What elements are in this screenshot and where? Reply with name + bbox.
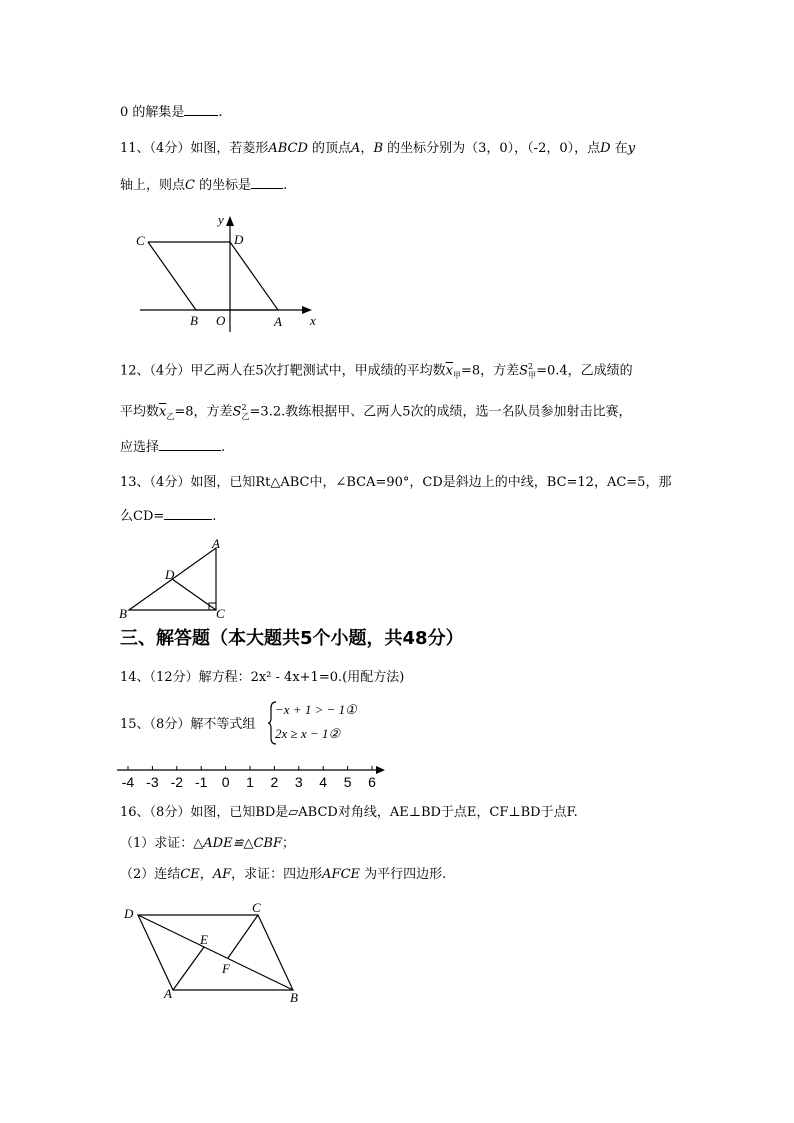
label-B: B [290,990,298,1005]
label-D: D [165,567,175,582]
q12-s-yi: S [232,404,242,420]
number-line-label: -2 [170,774,184,790]
q11-end: . [283,178,288,193]
q11-text1: 11、（4分）如图，若菱形 [120,141,269,156]
label-E: E [200,932,208,947]
q13-end: . [212,509,217,524]
number-line-label: 2 [270,774,279,790]
q11-b: B [373,141,383,156]
q12-eq8a: =8，方差 [460,363,520,379]
q12-end: . [221,440,226,455]
label-C: C [136,233,145,248]
q12-xbar-yi: $\overline{x}$ [159,404,167,420]
number-line-label: -1 [194,774,208,790]
label-F: F [222,961,230,976]
parallelogram-figure [118,898,318,1008]
number-line-label: 1 [246,774,254,790]
q16-comma: ， [199,867,213,882]
q10-text: 0 的解集是 [120,105,185,120]
right-triangle-figure [115,536,235,622]
q16-text1: 16、（8分）如图，已知BD是▱ABCD对角线，AE⊥BD于点E，CF⊥BD于点F. [120,805,578,820]
q11-line2 [120,176,287,195]
answer-blank-10[interactable] [184,103,218,116]
label-B: B [190,313,198,328]
label-O: O [216,313,226,328]
q16-part1 [120,835,295,853]
q12-eq04: =0.4，乙成绩的 [536,363,633,379]
q12-text3: 应选择 [120,440,160,455]
q11-comma: ， [360,141,374,156]
number-line-label: 0 [221,774,230,790]
inequality-1: −x + 1 > − 1① [275,702,357,717]
label-D: D [124,906,134,921]
q11-coords: 的坐标分别为（3，0），（-2，0），点 [383,141,601,156]
q12-text1: 12、（4分）甲乙两人在5次打靶测试中，甲成绩的平均数 [120,363,446,379]
section-heading: 三、解答题（本大题共5个小题，共48分） [120,628,464,649]
q11-line1 [120,140,635,158]
q11-text4: 的坐标是 [194,178,252,193]
q11-text2: 的顶点 [307,141,352,156]
q10-end: . [218,105,223,120]
q11-zai: 在 [610,141,628,156]
q11-c: C [185,178,195,193]
q16-text3: 为平行四边形. [360,867,447,882]
label-A: A [212,536,220,551]
q12-s-jia: S [519,363,529,379]
label-x: x [310,313,316,328]
label-C: C [252,900,261,915]
number-line-label: 6 [368,774,376,790]
q13-text2: 么CD= [120,509,165,524]
inequality-2: 2x ≥ x − 1② [275,726,341,741]
q16-p1-end: ； [282,836,296,851]
q12-sub-yi2: 乙 [241,411,250,421]
q12-line2 [120,399,632,426]
label-D: D [234,232,244,247]
q16-af: AF [212,867,232,882]
q14-text: 14、（12分）解方程：2x² - 4x+1=0.(用配方法) [120,670,405,685]
q16-part2 [120,866,446,884]
q12-sub-yi: 乙 [166,411,175,421]
q12-xbar-jia: $\overline{x}$ [445,363,453,379]
q13-line2 [120,507,216,526]
label-A: A [274,314,282,329]
q11-y: y [627,141,636,156]
q12-sub-jia: 甲 [452,370,461,380]
q16-p2-label: （2）连结 [120,867,181,882]
q10-line [120,103,223,122]
q12-text2: 平均数 [120,404,160,420]
number-line-label: 5 [343,774,352,790]
q12-sq1: 2 [528,362,534,371]
q11-abcd: ABCD [268,141,308,156]
q13-text1: 13、（4分）如图，已知Rt△ABC中，∠BCA=90°，CD是斜边上的中线，BC=12，AC=5，那 [120,475,672,490]
number-line-label: 3 [294,774,303,790]
q11-d: D [600,141,611,156]
number-line [115,762,390,794]
label-B: B [119,606,127,621]
rhombus-figure [130,208,330,338]
q16-p1-label: （1）求证： [120,836,194,851]
label-y: y [218,212,224,227]
q11-text3: 轴上，则点 [120,178,186,193]
q16-text2: ，求证：四边形 [231,867,323,882]
label-C: C [216,606,225,621]
answer-blank-11[interactable] [251,176,283,189]
q12-eq32: =3.2.教练根据甲、乙两人5次的成绩，选一名队员参加射击比赛， [249,404,632,420]
q16-ce: CE [180,867,200,882]
q16-line1 [120,804,578,822]
number-line-label: -3 [146,774,159,790]
q12-eq8b: =8，方差 [174,404,233,420]
q12-line1 [120,358,633,385]
answer-blank-13[interactable] [164,507,212,520]
label-A: A [164,986,172,1001]
q13-line1 [120,474,671,492]
answer-blank-12[interactable] [159,438,221,451]
q12-sq2: 2 [241,403,247,412]
q16-p1-expr: △ADE≌△CBF [193,836,282,851]
q14-line [120,669,404,687]
q15-text: 15、（8分）解不等式组 [120,717,256,732]
q12-sub-jia2: 甲 [528,370,537,380]
q11-a: A [351,141,361,156]
q16-afce: AFCE [322,867,361,882]
q12-line3 [120,438,225,457]
number-line-label: 4 [319,774,328,790]
q15-line [120,716,255,734]
number-line-label: -4 [121,774,135,790]
